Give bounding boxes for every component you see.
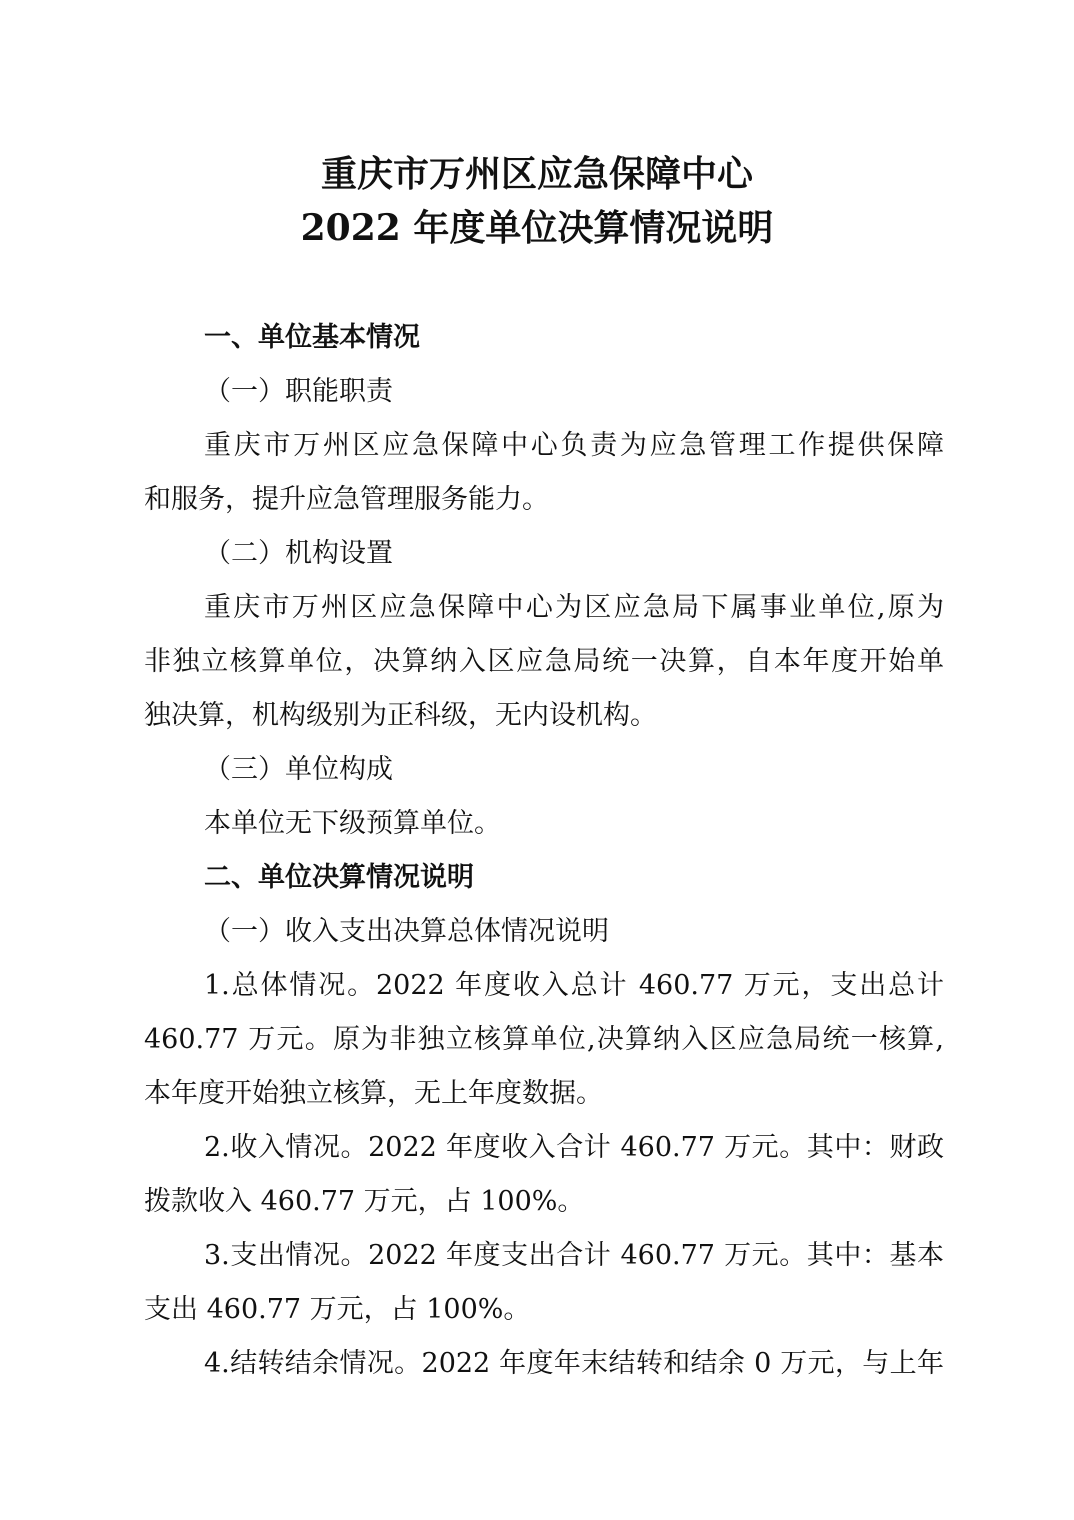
sub2-heading: （二）机构设置: [204, 538, 393, 569]
p1-line1: 1.总体情况。2022 年度收入总计 460.77 万元，支出总计: [204, 970, 944, 1001]
sub1-body-line2: 和服务，提升应急管理服务能力。: [144, 484, 549, 515]
section2-heading: 二、单位决算情况说明: [204, 862, 474, 893]
p1-line2: 460.77 万元。原为非独立核算单位,决算纳入区应急局统一核算,: [144, 1024, 944, 1055]
sub2-body-line3: 独决算，机构级别为正科级，无内设机构。: [144, 700, 657, 731]
p3-line1: 3.支出情况。2022 年度支出合计 460.77 万元。其中：基本: [204, 1240, 944, 1271]
p4-line1: 4.结转结余情况。2022 年度年末结转和结余 0 万元，与上年: [204, 1348, 944, 1379]
sub3-body-line1: 本单位无下级预算单位。: [204, 808, 501, 839]
p2-line1: 2.收入情况。2022 年度收入合计 460.77 万元。其中：财政: [204, 1132, 944, 1163]
p1-line3: 本年度开始独立核算，无上年度数据。: [144, 1078, 603, 1109]
sub2-body-line2: 非独立核算单位，决算纳入区应急局统一决算，自本年度开始单: [144, 646, 944, 677]
document-title-line1: 重庆市万州区应急保障中心: [320, 153, 753, 195]
sub3-heading: （三）单位构成: [204, 754, 393, 785]
sub1-heading: （一）职能职责: [204, 376, 393, 407]
document-title-line2: 2022 年度单位决算情况说明: [300, 207, 774, 249]
p3-line2: 支出 460.77 万元，占 100%。: [144, 1294, 531, 1325]
sub2-body-line1: 重庆市万州区应急保障中心为区应急局下属事业单位,原为: [204, 592, 944, 623]
sub1-body-line1: 重庆市万州区应急保障中心负责为应急管理工作提供保障: [204, 430, 944, 461]
p2-line2: 拨款收入 460.77 万元，占 100%。: [144, 1186, 585, 1217]
s2-sub1-heading: （一）收入支出决算总体情况说明: [204, 916, 609, 947]
section1-heading: 一、单位基本情况: [204, 322, 420, 353]
